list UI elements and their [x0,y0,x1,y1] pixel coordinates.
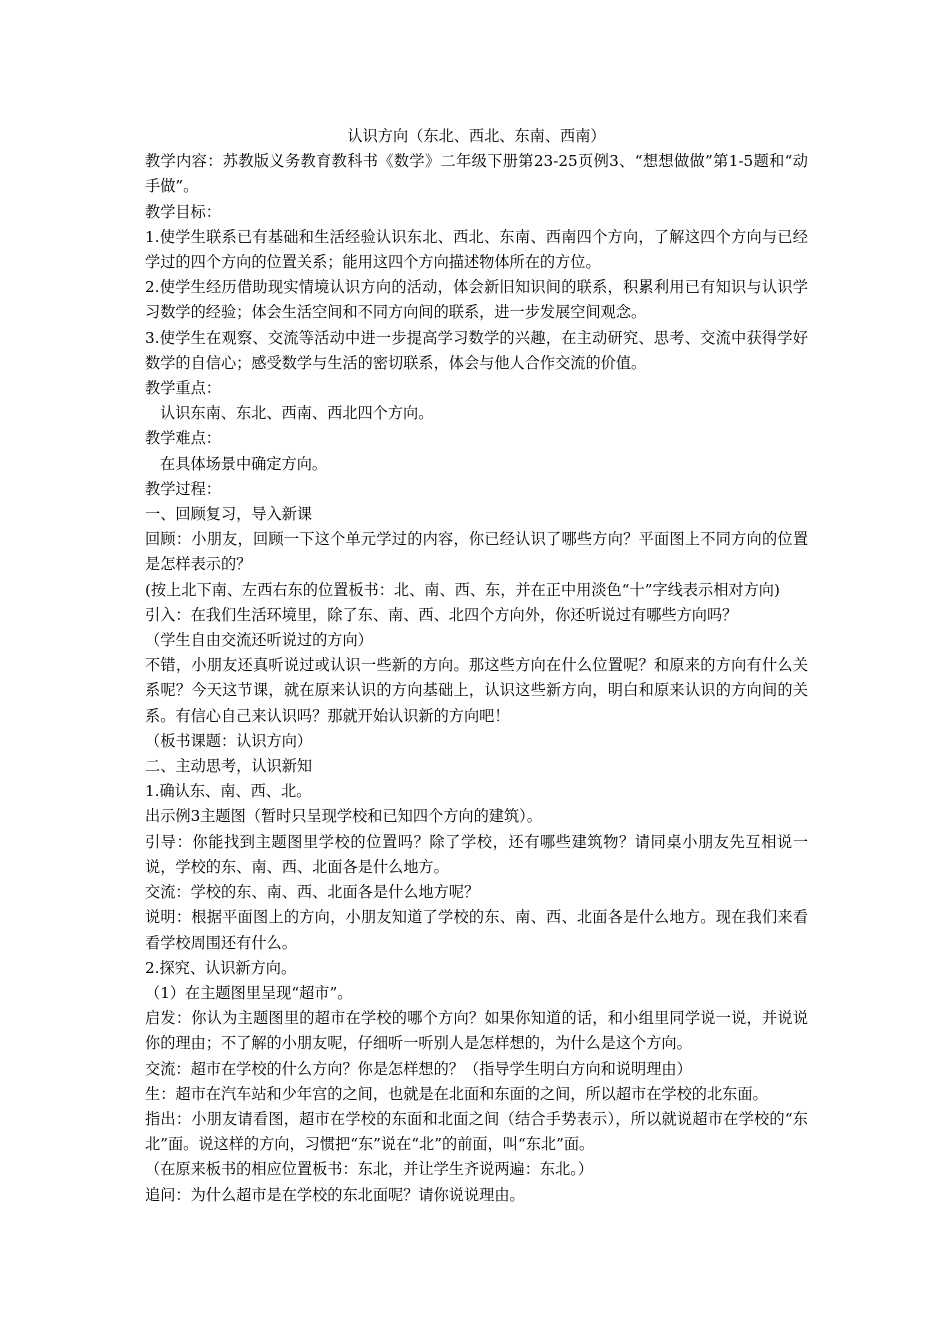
follow-up-question: 追问：为什么超市是在学校的东北面呢？请你说说理由。 [145,1185,525,1204]
show-example-paragraph: 出示例3主题图（暂时只呈现学校和已知四个方向的建筑）。 [145,807,542,826]
inspire-paragraph: 启发：你认为主题图里的超市在学校的哪个方向？如果你知道的话，和小组里同学说一说，并说说你的理由；不了解的小朋友呢，仔细听一听别人是怎样想的，为什么是这个方向。 [145,1009,808,1053]
student-answer-paragraph: 生：超市在汽车站和少年宫的之间，也就是在北面和东面的之间，所以超市在学校的北东面。 [145,1084,768,1103]
step-2-heading: 2.探究、认识新方向。 [145,958,297,977]
board-note-paragraph: (按上北下南、左西右东的位置板书：北、南、西、东，并在正中用淡色“十”字线表示相对方向) [145,580,780,599]
document-title: 认识方向（东北、西北、东南、西南） [347,127,606,145]
section-heading-difficulties: 教学难点： [145,429,221,448]
document-page [145,124,808,1208]
section-heading-process: 教学过程： [145,479,221,498]
section-heading-key-points: 教学重点： [145,379,221,398]
key-points-text: 认识东南、东北、西南、西北四个方向。 [160,404,434,423]
guide-paragraph: 引导：你能找到主题图里学校的位置吗？除了学校，还有哪些建筑物？请同桌小朋友先互相说一说，学校的东、南、西、北面各是什么地方。 [145,832,808,876]
student-exchange-note: （学生自由交流还听说过的方向） [145,631,373,650]
difficulties-text: 在具体场景中确定方向。 [160,454,328,473]
introduction-paragraph: 引入：在我们生活环境里，除了东、南、西、北四个方向外，你还听说过有哪些方向吗？ [145,605,738,624]
substep-1-heading: （1）在主题图里呈现“超市”。 [145,983,353,1002]
part-one-heading: 一、回顾复习，导入新课 [145,505,313,524]
objective-3: 3.使学生在观察、交流等活动中进一步提高学习数学的兴趣，在主动研究、思考、交流中获得学好数学的自信心；感受数学与生活的密切联系，体会与他人合作交流的价值。 [145,328,808,372]
board-title-note: （板书课题：认识方向） [145,731,313,750]
point-out-paragraph: 指出：小朋友请看图，超市在学校的东面和北面之间（结合手势表示），所以就说超市在学校的“东北”面。说这样的方向，习惯把“东”说在“北”的前面，叫“东北”面。 [145,1109,808,1154]
section-heading-objectives: 教学目标： [145,202,221,221]
review-paragraph: 回顾：小朋友，回顾一下这个单元学过的内容，你已经认识了哪些方向？平面图上不同方向的位置是怎样表示的？ [145,530,808,574]
teaching-content: 教学内容：苏教版义务教育教科书《数学》二年级下册第23-25页例3、“想想做做”第1-5题和“动手做”。 [145,152,808,196]
board-northeast-note: （在原来板书的相应位置板书：东北，并让学生齐说两遍：东北。） [145,1160,594,1179]
objective-1: 1.使学生联系已有基础和生活经验认识东北、西北、东南、西南四个方向，了解这四个方向与已经学过的四个方向的位置关系；能用这四个方向描述物体所在的方位。 [145,227,808,272]
exchange-paragraph-2: 交流：超市在学校的什么方向？你是怎样想的？（指导学生明白方向和说明理由） [145,1059,692,1078]
transition-paragraph: 不错，小朋友还真听说过或认识一些新的方向。那这些方向在什么位置呢？和原来的方向有什么关系呢？今天这节课，就在原来认识的方向基础上，认识这些新方向，明白和原来认识的方向间的关系。有信心自己来认识吗？那就开始认识新的方向吧！ [145,656,808,725]
exchange-paragraph-1: 交流：学校的东、南、西、北面各是什么地方呢？ [145,883,480,902]
explanation-paragraph: 说明：根据平面图上的方向，小朋友知道了学校的东、南、西、北面各是什么地方。现在我们来看看学校周围还有什么。 [145,908,808,952]
objective-2: 2.使学生经历借助现实情境认识方向的活动，体会新旧知识间的联系，积累利用已有知识与认识学习数学的经验；体会生活空间和不同方向间的联系，进一步发展空间观念。 [145,278,808,322]
part-two-heading: 二、主动思考，认识新知 [145,757,313,776]
step-1-heading: 1.确认东、南、西、北。 [145,782,312,801]
